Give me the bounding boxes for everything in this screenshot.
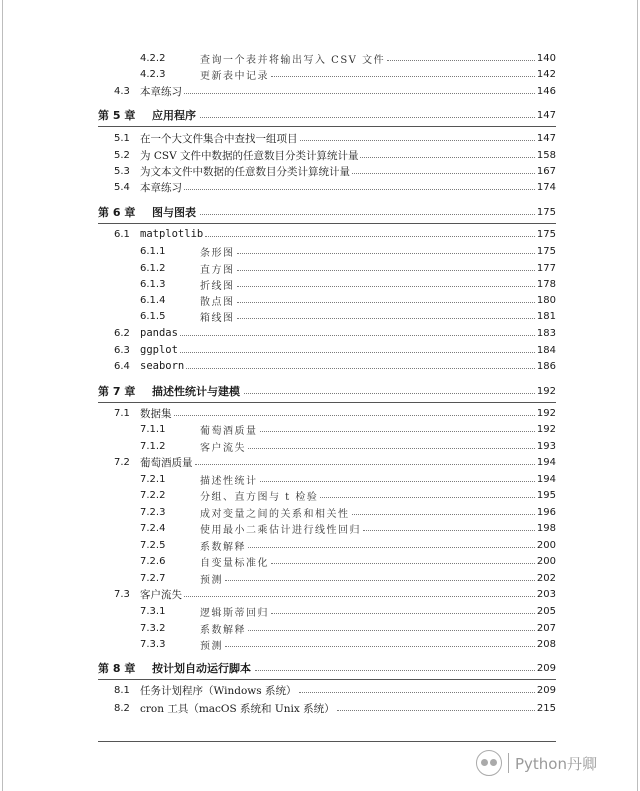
toc-dot-leader (237, 285, 535, 287)
toc-page-number: 215 (536, 702, 556, 714)
toc-page-number: 147 (536, 109, 556, 121)
toc-entry-number: 7.3.2 (140, 622, 166, 634)
watermark (476, 748, 626, 778)
chapter-rule (98, 679, 556, 680)
toc-dot-leader (237, 269, 535, 271)
toc-entry-title: 查询一个表并将输出写入 CSV 文件 (200, 54, 386, 66)
toc-dot-leader (248, 447, 535, 449)
toc-dot-leader (337, 709, 535, 711)
toc-entry-title: 在一个大文件集合中查找一组项目 (140, 132, 298, 145)
toc-dot-leader (200, 213, 535, 215)
toc-dot-leader (180, 351, 535, 353)
toc-entry-title: seaborn (140, 360, 185, 372)
toc-entry-title: 按计划自动运行脚本 (152, 662, 251, 675)
toc-dot-leader (195, 463, 535, 465)
toc-subsection-row[interactable] (98, 421, 556, 437)
toc-page-number: 208 (536, 638, 556, 650)
page-edge-right (637, 0, 638, 791)
toc-dot-leader (174, 414, 535, 416)
toc-page-number: 177 (536, 262, 556, 274)
toc-page-number: 209 (536, 684, 556, 696)
toc-page-number: 147 (536, 132, 556, 144)
toc-subsection-row[interactable] (98, 487, 556, 503)
toc-entry-title: 本章练习 (140, 181, 182, 194)
toc-subsection-row[interactable] (98, 292, 556, 308)
toc-section-row[interactable] (98, 454, 556, 470)
toc-entry-number: 5.3 (114, 165, 130, 177)
toc-entry-title: 折线图 (200, 280, 235, 292)
toc-entry-number: 4.2.3 (140, 68, 166, 80)
toc-subsection-row[interactable] (98, 66, 556, 82)
toc-dot-leader (184, 595, 535, 597)
toc-dot-leader (271, 75, 535, 77)
toc-dot-leader (352, 172, 535, 174)
toc-section-row[interactable] (98, 405, 556, 421)
toc-entry-number: 第 8 章 (98, 662, 136, 675)
toc-entry-number: 第 5 章 (98, 109, 136, 122)
toc-entry-number: 第 7 章 (98, 385, 136, 398)
toc-entry-number: 4.3 (114, 85, 130, 97)
toc-page-number: 205 (536, 605, 556, 617)
toc-entry-title: 葡萄酒质量 (200, 425, 258, 437)
chapter-rule (98, 402, 556, 403)
toc-section-row[interactable] (98, 325, 556, 341)
toc-entry-number: 7.3.3 (140, 638, 166, 650)
toc-chapter-row[interactable] (98, 107, 556, 123)
toc-dot-leader (186, 367, 535, 369)
toc-subsection-row[interactable] (98, 537, 556, 553)
toc-dot-leader (271, 562, 535, 564)
toc-subsection-row[interactable] (98, 260, 556, 276)
toc-entry-number: 7.1.1 (140, 423, 166, 435)
toc-dot-leader (180, 334, 535, 336)
toc-entry-title: 预测 (200, 574, 223, 586)
toc-dot-leader (237, 317, 535, 319)
toc-dot-leader (255, 669, 535, 671)
toc-page-number: 178 (536, 278, 556, 290)
toc-subsection-row[interactable] (98, 50, 556, 66)
toc-page-number: 203 (536, 588, 556, 600)
toc-dot-leader (352, 513, 535, 515)
toc-chapter-row[interactable] (98, 660, 556, 676)
toc-entry-number: 6.4 (114, 360, 130, 372)
toc-entry-title: 葡萄酒质量 (140, 456, 193, 469)
toc-entry-number: 6.1.1 (140, 245, 166, 257)
toc-dot-leader (237, 301, 535, 303)
toc-dot-leader (387, 59, 535, 61)
chapter-rule (98, 126, 556, 127)
toc-entry-title: 为文本文件中数据的任意数目分类计算统计量 (140, 165, 350, 178)
toc-subsection-row[interactable] (98, 570, 556, 586)
footer-rule (98, 741, 556, 742)
toc-dot-leader (225, 579, 535, 581)
toc-entry-number: 5.4 (114, 181, 130, 193)
toc-subsection-row[interactable] (98, 276, 556, 292)
toc-entry-number: 7.2.4 (140, 522, 166, 534)
toc-subsection-row[interactable] (98, 636, 556, 652)
wechat-logo-icon (476, 750, 502, 776)
toc-page-number: 181 (536, 310, 556, 322)
toc-dot-leader (248, 629, 535, 631)
toc-page-number: 174 (536, 181, 556, 193)
toc-section-row[interactable] (98, 163, 556, 179)
toc-page-number: 175 (536, 206, 556, 218)
watermark-divider (508, 753, 509, 773)
toc-entry-title: matplotlib (140, 228, 204, 240)
toc-entry-title: 为 CSV 文件中数据的任意数目分类计算统计量 (140, 149, 359, 162)
toc-entry-title: pandas (140, 327, 178, 339)
toc-entry-title: 客户流失 (140, 588, 182, 601)
toc-entry-number: 7.2.7 (140, 572, 166, 584)
toc-entry-number: 6.1.2 (140, 262, 166, 274)
toc-chapter-row[interactable] (98, 204, 556, 220)
page-edge-left (2, 0, 3, 791)
toc-page-number: 207 (536, 622, 556, 634)
toc-entry-title: 系数解释 (200, 541, 246, 553)
toc-entry-number: 7.2.3 (140, 506, 166, 518)
toc-entry-title: 成对变量之间的关系和相关性 (200, 508, 350, 520)
toc-page-number: 140 (536, 52, 556, 64)
toc-page-number: 200 (536, 555, 556, 567)
toc-entry-number: 7.2.1 (140, 473, 166, 485)
toc-entry-number: 6.1.3 (140, 278, 166, 290)
toc-page-number: 158 (536, 149, 556, 161)
toc-entry-title: 系数解释 (200, 624, 246, 636)
toc-entry-number: 7.2 (114, 456, 130, 468)
toc-entry-title: 条形图 (200, 247, 235, 259)
toc-entry-number: 6.3 (114, 344, 130, 356)
toc-section-row[interactable] (98, 700, 556, 716)
toc-entry-number: 7.2.2 (140, 489, 166, 501)
toc-subsection-row[interactable] (98, 553, 556, 569)
toc-page-number: 184 (536, 344, 556, 356)
toc-dot-leader (248, 546, 535, 548)
toc-page-number: 202 (536, 572, 556, 584)
toc-entry-number: 8.2 (114, 702, 130, 714)
toc-page-number: 195 (536, 489, 556, 501)
toc-dot-leader (320, 496, 535, 498)
toc-page-number: 142 (536, 68, 556, 80)
toc-entry-title: 逻辑斯蒂回归 (200, 607, 269, 619)
toc-page-number: 196 (536, 506, 556, 518)
toc-page-number: 194 (536, 456, 556, 468)
toc-subsection-row[interactable] (98, 603, 556, 619)
toc-dot-leader (363, 529, 535, 531)
toc-page-number: 198 (536, 522, 556, 534)
toc-section-row[interactable] (98, 342, 556, 358)
toc-entry-number: 7.1.2 (140, 440, 166, 452)
toc-page-number: 175 (536, 228, 556, 240)
toc-chapter-row[interactable] (98, 383, 556, 399)
toc-subsection-row[interactable] (98, 243, 556, 259)
toc-section-row[interactable] (98, 226, 556, 242)
toc-entry-number: 第 6 章 (98, 206, 136, 219)
toc-dot-leader (205, 235, 535, 237)
toc-entry-number: 6.1 (114, 228, 130, 240)
toc-entry-number: 6.1.4 (140, 294, 166, 306)
toc-dot-leader (360, 156, 534, 158)
toc-entry-number: 7.2.5 (140, 539, 166, 551)
toc-page-number: 175 (536, 245, 556, 257)
toc-entry-number: 8.1 (114, 684, 130, 696)
toc-subsection-row[interactable] (98, 471, 556, 487)
toc-entry-number: 7.1 (114, 407, 130, 419)
toc-page-number: 209 (536, 662, 556, 674)
toc-entry-number: 4.2.2 (140, 52, 166, 64)
toc-entry-number: 6.1.5 (140, 310, 166, 322)
toc-section-row[interactable] (98, 130, 556, 146)
toc-subsection-row[interactable] (98, 504, 556, 520)
toc-dot-leader (225, 645, 535, 647)
toc-dot-leader (260, 430, 535, 432)
toc-dot-leader (299, 691, 535, 693)
toc-section-row[interactable] (98, 179, 556, 195)
toc-entry-title: ggplot (140, 344, 178, 356)
toc-entry-title: 分组、直方图与 t 检验 (200, 491, 319, 503)
toc-dot-leader (260, 480, 535, 482)
toc-entry-title: 箱线图 (200, 312, 235, 324)
toc-page-number: 194 (536, 473, 556, 485)
toc-page-number: 200 (536, 539, 556, 551)
toc-dot-leader (184, 92, 535, 94)
toc-page-number: 192 (536, 407, 556, 419)
toc-section-row[interactable] (98, 147, 556, 163)
toc-entry-title: 本章练习 (140, 85, 182, 98)
toc-entry-number: 5.1 (114, 132, 130, 144)
toc-page-number: 167 (536, 165, 556, 177)
toc-page-number: 183 (536, 327, 556, 339)
chapter-rule (98, 223, 556, 224)
toc-dot-leader (244, 392, 535, 394)
toc-dot-leader (200, 116, 535, 118)
toc-page-number: 146 (536, 85, 556, 97)
toc-subsection-row[interactable] (98, 308, 556, 324)
watermark-text: Python丹卿 (515, 754, 597, 773)
toc-section-row[interactable] (98, 682, 556, 698)
toc-page-number: 192 (536, 423, 556, 435)
toc-entry-number: 6.2 (114, 327, 130, 339)
toc-entry-title: 散点图 (200, 296, 235, 308)
toc-subsection-row[interactable] (98, 520, 556, 536)
toc-entry-title: cron 工具（macOS 系统和 Unix 系统） (140, 702, 335, 715)
toc-entry-title: 更新表中记录 (200, 70, 269, 82)
toc-entry-title: 描述性统计与建模 (152, 385, 240, 398)
toc-entry-number: 7.3.1 (140, 605, 166, 617)
toc-entry-title: 图与图表 (152, 206, 196, 219)
toc-entry-title: 自变量标准化 (200, 557, 269, 569)
toc-section-row[interactable] (98, 358, 556, 374)
toc-subsection-row[interactable] (98, 438, 556, 454)
toc-dot-leader (271, 612, 535, 614)
toc-dot-leader (237, 252, 535, 254)
toc-entry-number: 5.2 (114, 149, 130, 161)
toc-page-number: 193 (536, 440, 556, 452)
toc-entry-title: 预测 (200, 640, 223, 652)
toc-subsection-row[interactable] (98, 620, 556, 636)
toc-entry-number: 7.3 (114, 588, 130, 600)
toc-entry-title: 使用最小二乘估计进行线性回归 (200, 524, 361, 536)
toc-page-number: 186 (536, 360, 556, 372)
toc-entry-title: 客户流失 (200, 442, 246, 454)
toc-entry-title: 数据集 (140, 407, 172, 420)
toc-entry-title: 任务计划程序（Windows 系统） (140, 684, 297, 697)
toc-entry-title: 描述性统计 (200, 475, 258, 487)
toc-page-number: 192 (536, 385, 556, 397)
toc-dot-leader (300, 139, 535, 141)
toc-section-row[interactable] (98, 83, 556, 99)
toc-entry-number: 7.2.6 (140, 555, 166, 567)
toc-entry-title: 应用程序 (152, 109, 196, 122)
toc-dot-leader (184, 188, 535, 190)
toc-entry-title: 直方图 (200, 264, 235, 276)
toc-section-row[interactable] (98, 586, 556, 602)
toc-page-number: 180 (536, 294, 556, 306)
